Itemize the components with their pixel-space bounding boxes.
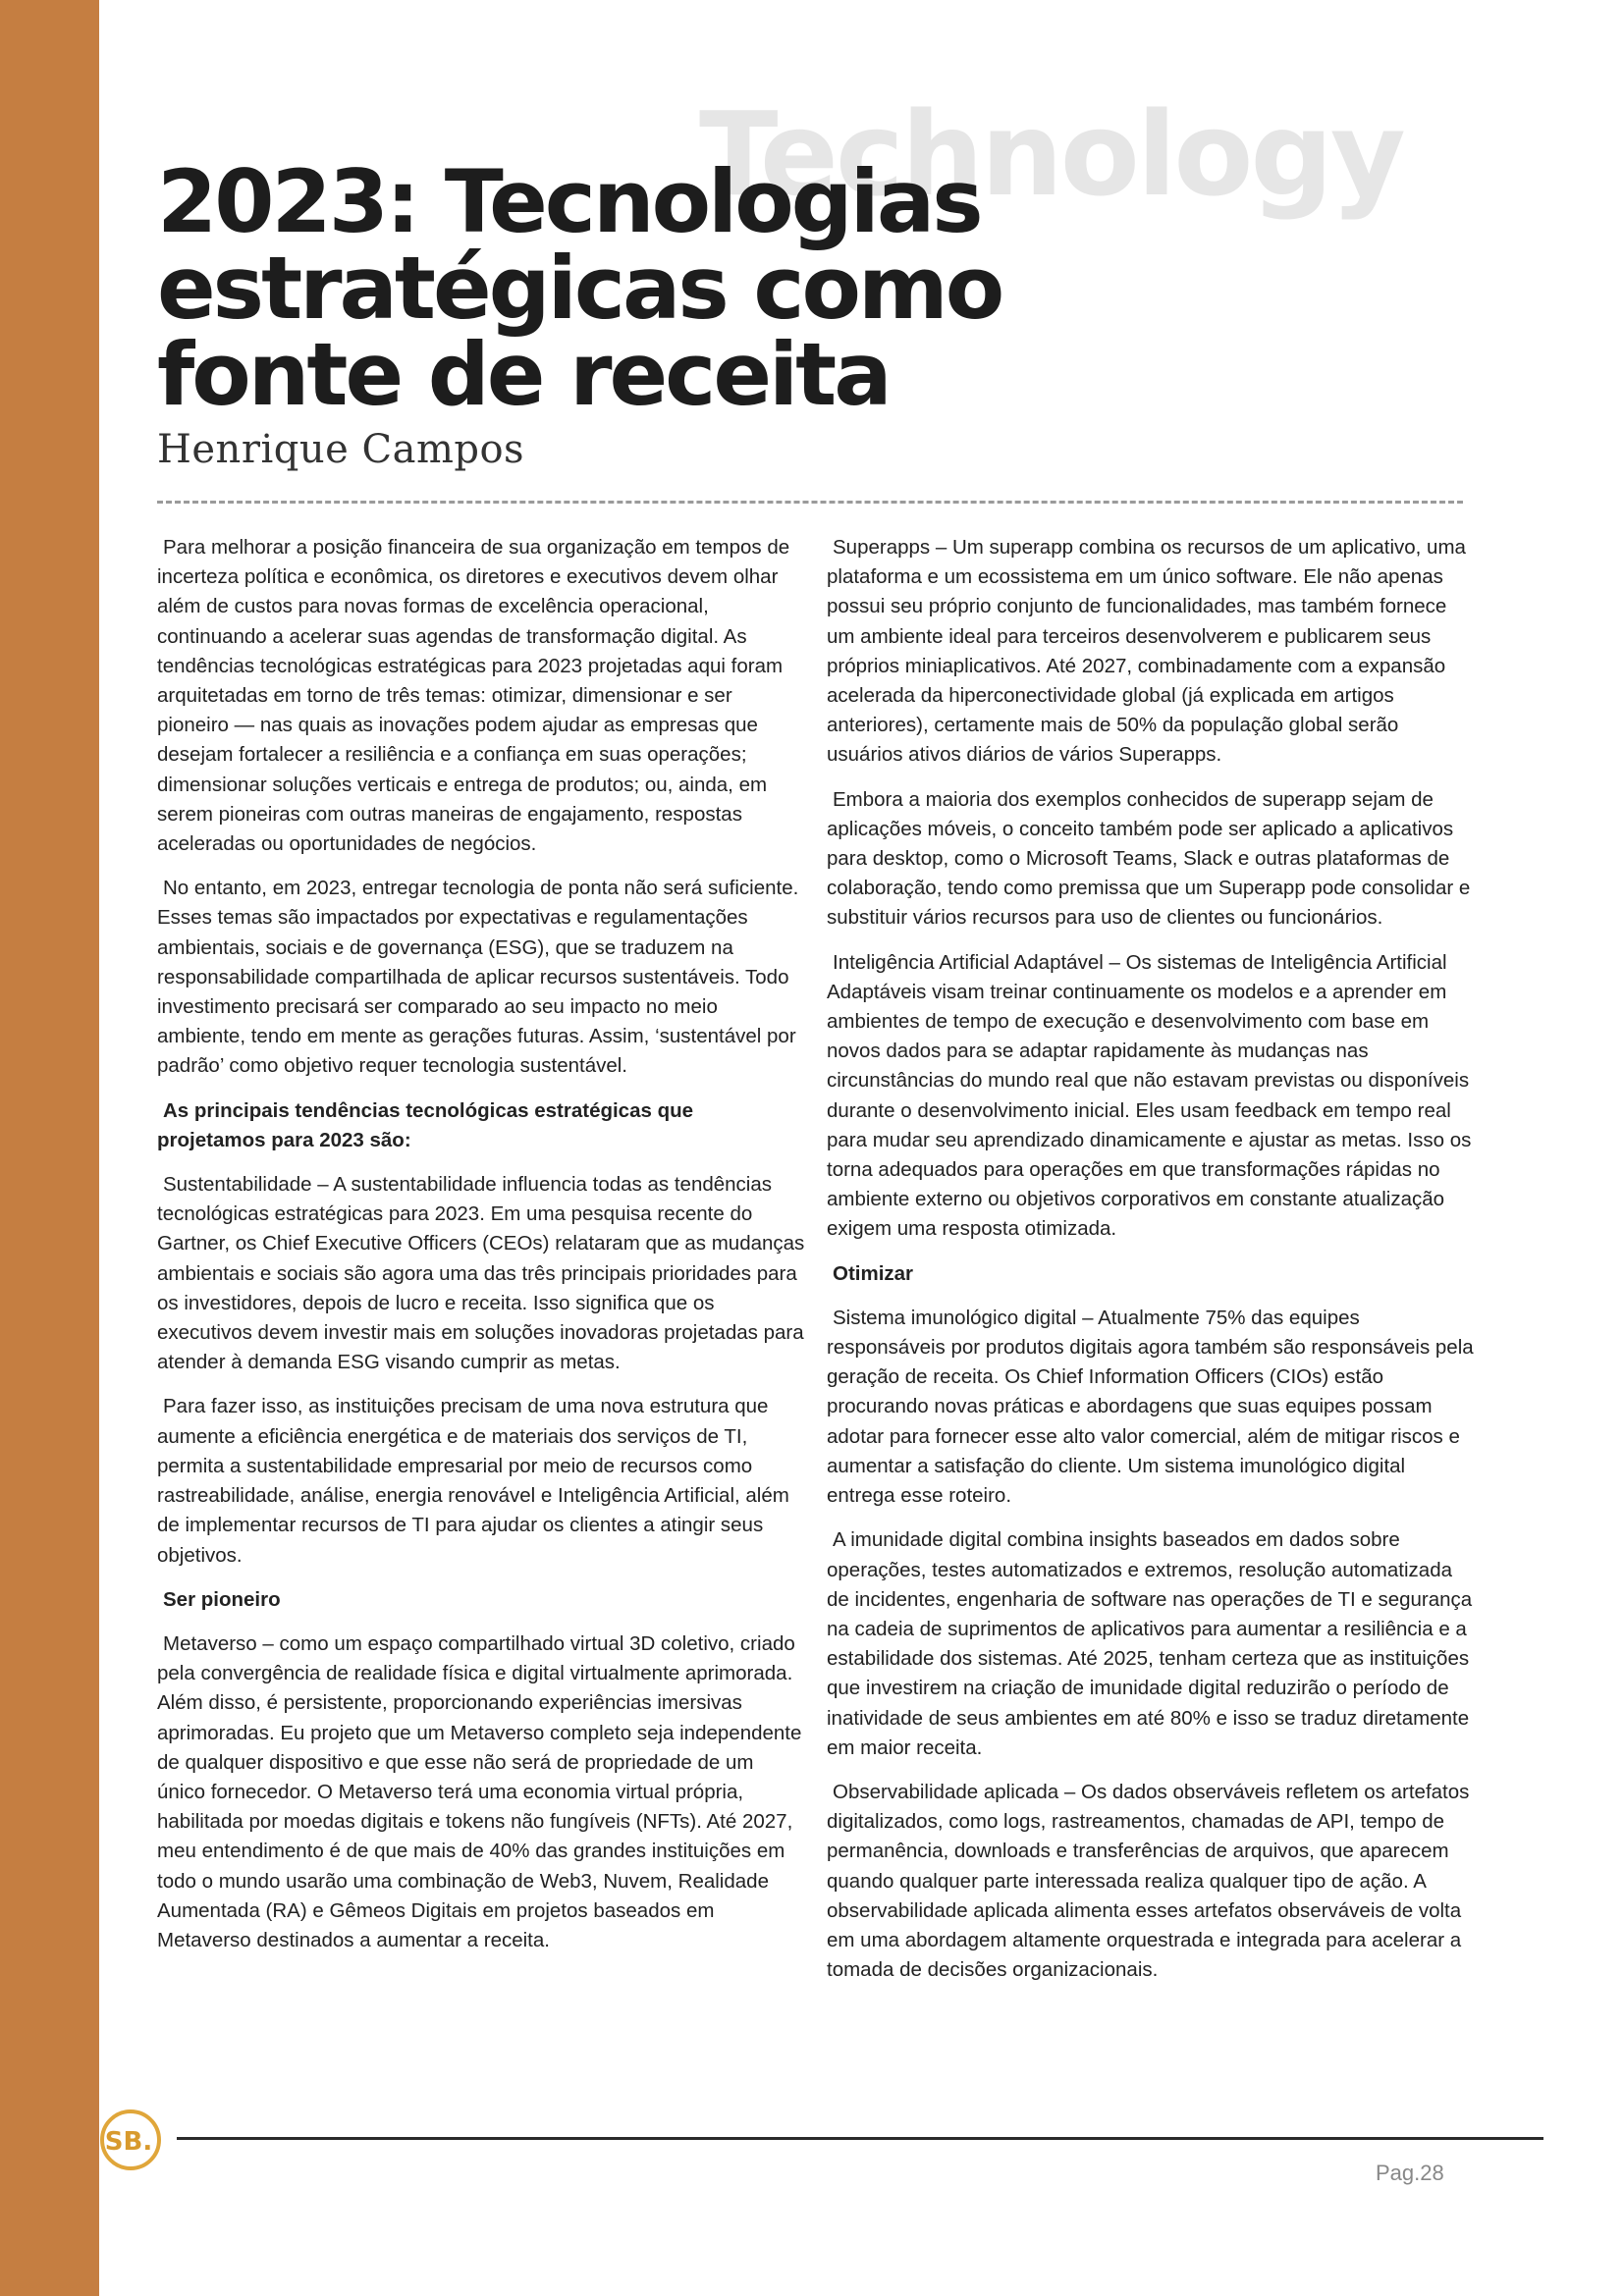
paragraph-metaverse: Metaverso – como um espaço compartilhado virtual 3D coletivo, criado pela convergência de realidade física e digital virtualmente aprimorada. Além disso, é persistente, proporcionando experiências imersivas aprimoradas. Eu projeto que um Metaverso completo seja independente de qualquer dispositivo e que esse não será de propriedade de um único fornecedor. O Metaverso terá uma economia virtual própria, habilitada por moedas digitais e tokens não fungíveis (NFTs). Até 2027, meu entendimento é de que mais de 40% das grandes instituições em todo o mundo usarão uma combinação de Web3, Nuvem, Realidade Aumentada (RA) e Gêmeos Digitais em projetos baseados em Metaverso destinados a aumentar a receita. [157, 1631, 802, 1951]
page-number: Pag.28 [1376, 2161, 1444, 2185]
paragraph-intro: Para melhorar a posição financeira de sua organização em tempos de incerteza política e econômica, os diretores e executivos devem olhar além de custos para novas formas de excelência operacional, continuando a acelerar suas agendas de transformação digital. As tendências tecnológicas estratégicas para 2023 projetadas aqui foram arquitetadas em torno de três temas: otimizar, dimensionar e ser pioneiro — nas quais as inovações podem ajudar as empresas que desejam fortalecer a resiliência e a confiança em suas operações; dimensionar soluções verticais e entrega de produtos; ou, ainda, em serem pioneiras com outras maneiras de engajamento, respostas aceleradas ou oportunidades de negócios. [157, 536, 790, 856]
article-title: 2023: Tecnologias estratégicas como fonte de receita [157, 151, 1002, 425]
paragraph-sustainability: Sustentabilidade – A sustentabilidade influencia todas as tendências tecnológicas estratégicas para 2023. Em uma pesquisa recente do Gartner, os Chief Executive Officers (CEOs) relataram que as mudanças ambientais e sociais são agora uma das três principais prioridades para os investidores, depois de lucro e receita. Isso significa que os executivos devem investir mais em soluções inovadoras projetadas para atender à demanda ESG visando cumprir as metas. [157, 1173, 805, 1374]
paragraph-superapp-examples: Embora a maioria dos exemplos conhecidos de superapp sejam de aplicações móveis, o conceito também pode ser aplicado a aplicativos para desktop, como o Microsoft Teams, Slack e outras plataformas de colaboração, tendo como premissa que um Superapp pode consolidar e substituir vários recursos para uso de clientes ou funcionários. [827, 787, 1471, 930]
paragraph-esg: No entanto, em 2023, entregar tecnologia de ponta não será suficiente. Esses temas são impactados por expectativas e regulamentações ambientais, sociais e de governança (ESG), que se traduzem na responsabilidade compartilhada de aplicar recursos sustentáveis. Todo investimento precisará ser comparado ao seu impacto no meio ambiente, tendo em mente as gerações futuras. Assim, ‘sustentável por padrão’ como objetivo requer tecnologia sustentável. [157, 877, 799, 1078]
sb-logo-icon [99, 2109, 162, 2171]
side-accent-bar [0, 0, 99, 2296]
paragraph-adaptive-ai: Inteligência Artificial Adaptável – Os sistemas de Inteligência Artificial Adaptáveis visam treinar continuamente os modelos e a aprender em ambientes de tempo de execução e desenvolvimento com base em novos dados para se adaptar rapidamente às mudanças nas circunstâncias do mundo real que não estavam previstas ou disponíveis durante o desenvolvimento inicial. Eles usam feedback em tempo real para mudar seu aprendizado dinamicamente e ajustar as metas. Isso os torna adequados para operações em que transformações rápidas no ambiente externo ou objetivos corporativos em constante atualização exigem uma resposta otimizada. [827, 950, 1472, 1241]
footer-divider [177, 2137, 1543, 2140]
paragraph-digital-immune: Sistema imunológico digital – Atualmente 75% das equipes responsáveis por produtos digitais agora também são responsáveis pela geração de receita. Os Chief Information Officers (CIOs) estão procurando novas práticas e abordagens que suas equipes possam adotar para fornecer esse alto valor comercial, além de mitigar riscos e aumentar a satisfação do cliente. Um sistema imunológico digital entrega esse roteiro. [827, 1306, 1474, 1508]
logo-text: SB. [104, 2127, 153, 2157]
dashed-divider [157, 501, 1463, 504]
subheading-trends: As principais tendências tecnológicas estratégicas que projetamos para 2023 são: [157, 1098, 694, 1151]
section-watermark: Technology [699, 86, 1403, 222]
right-column [827, 533, 1475, 2000]
subheading-pioneer: Ser pioneiro [163, 1587, 281, 1611]
paragraph-digital-immunity: A imunidade digital combina insights baseados em dados sobre operações, testes automatizados e extremos, resolução automatizada de incidentes, engenharia de software nas operações de TI e segurança na cadeia de suprimentos de aplicativos para aumentar a resiliência e a estabilidade dos sistemas. Até 2025, tenham certeza que as instituições que investirem na criação de imunidade digital reduzirão o período de inatividade de seus ambientes em até 80% e isso se traduz diretamente em maior receita. [827, 1528, 1473, 1759]
left-column [157, 533, 805, 1970]
article-author: Henrique Campos [157, 427, 525, 472]
paragraph-observability: Observabilidade aplicada – Os dados observáveis refletem os artefatos digitalizados, como logs, rastreamentos, chamadas de API, tempo de permanência, downloads e transferências de arquivos, que aparecem quando qualquer parte interessada realiza qualquer tipo de ação. A observabilidade aplicada alimenta esses artefatos observáveis de volta em uma abordagem altamente orquestrada e integrada para acelerar a tomada de decisões organizacionais. [827, 1780, 1470, 1982]
paragraph-structure: Para fazer isso, as instituições precisam de uma nova estrutura que aumente a eficiência energética e de materiais dos serviços de TI, permita a sustentabilidade empresarial por meio de recursos como rastreabilidade, análise, energia renovável e Inteligência Artificial, além de implementar recursos de TI para ajudar os clientes a atingir seus objetivos. [157, 1395, 789, 1567]
paragraph-superapps: Superapps – Um superapp combina os recursos de um aplicativo, uma plataforma e um ecossistema em um único software. Ele não apenas possui seu próprio conjunto de funcionalidades, mas também fornece um ambiente ideal para terceiros desenvolverem e publicarem seus próprios miniaplicativos. Até 2027, combinadamente com a expansão acelerada da hiperconectividade global (já explicada em artigos anteriores), certamente mais de 50% da população global serão usuários ativos diários de vários Superapps. [827, 536, 1466, 767]
subheading-optimize: Otimizar [833, 1261, 914, 1285]
